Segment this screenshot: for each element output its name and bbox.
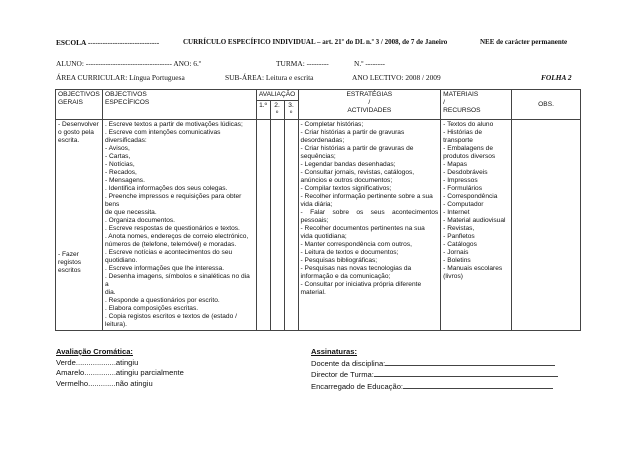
header-term-2: 2. º (270, 101, 284, 120)
specific-objective-line: . Escreve informações que lhe interessa. (104, 265, 225, 272)
class-label: TURMA: --------- (276, 59, 329, 68)
subarea-label: SUB-ÁREA: Leitura e escrita (225, 73, 314, 82)
specific-objective-line: quotidiano. (104, 257, 138, 264)
material-line: - Textos do aluno (443, 121, 494, 128)
material-line: (livros) (443, 273, 463, 280)
specific-objective-line: - Cartas, (104, 153, 131, 160)
specific-objective-line: . Elabora composições escritas. (104, 305, 199, 312)
material-line: - Revistas, (443, 225, 475, 232)
specific-objective-line: - Notícias, (104, 161, 135, 168)
specific-objective-line: - Avisos, (104, 145, 130, 152)
specific-objective-line: . Anota nomes, endereços de correio electrónico, (104, 233, 249, 240)
strategy-line: - Pesquisas nas novas tecnologias da (300, 265, 412, 272)
strategy-line: - Pesquisas bibliográficas; (300, 257, 378, 264)
strategy-line: - Completar histórias; (300, 121, 364, 128)
strategy-line: desordenadas; (300, 137, 345, 144)
specific-objective-line: leitura). (104, 321, 127, 328)
material-line: - Internet (443, 209, 470, 216)
legend-green: Verde...................atingiu (56, 357, 139, 367)
material-line: - Desdobráveis (443, 169, 488, 176)
strategy-line: sequências; (300, 153, 336, 160)
curriculum-table (55, 89, 581, 331)
material-line: - Boletins (443, 257, 471, 264)
teacher-signature-label: Docente da disciplina: (311, 358, 386, 368)
material-line: - Correspondência (443, 193, 498, 200)
specific-objective-line: . Organiza documentos. (104, 217, 175, 224)
specific-objective-line: - Recados, (104, 169, 137, 176)
strategy-line: - Criar histórias a partir de gravuras de (300, 145, 414, 152)
strategy-line: - Recolher informação pertinente sobre a sua (300, 193, 433, 200)
material-line: - Impressos (443, 177, 478, 184)
specific-objective-line: dia. (104, 289, 116, 296)
header-evaluation: AVALIAÇÃO (256, 90, 298, 101)
header-term-3: 3. º (284, 101, 298, 120)
guardian-signature-line[interactable] (403, 381, 553, 389)
specific-objective-line: de que necessita. (104, 209, 157, 216)
sheet-number-label: FOLHA 2 (541, 73, 572, 82)
nee-label: NEE de carácter permanente (480, 38, 568, 46)
strategies-cell (298, 120, 441, 331)
material-line: - Mapas (443, 161, 467, 168)
header-strategies: ESTRATÉGIAS / ACTIVIDADES (298, 90, 441, 120)
teacher-signature-line[interactable] (385, 358, 555, 366)
material-line: - Embalagens de (443, 145, 494, 152)
strategy-line: vida diária; (300, 201, 333, 208)
strategy-line: - Leitura de textos e documentos; (300, 249, 399, 256)
specific-objective-line: . Escreve textos a partir de motivações lúdicas; (104, 121, 243, 128)
school-year-label: ANO LECTIVO: 2008 / 2009 (352, 73, 441, 82)
material-line: - Histórias de (443, 129, 483, 136)
strategy-line: - Consultar jornais, revistas, catálogos, (300, 169, 415, 176)
class-director-signature-label: Director de Turma: (311, 370, 374, 379)
material-line: - Jornais (443, 249, 469, 256)
specific-objective-line: números de (telefone, telemóvel) e moradas. (104, 241, 237, 248)
strategy-line: anúncios e outros documentos; (300, 177, 393, 184)
student-label: ALUNO: ----------------------------------- ANO: 6.º (56, 59, 202, 68)
strategy-line: - Criar histórias a partir de gravuras (300, 129, 405, 136)
specific-objective-line: . Escreve respostas de questionários e textos. (104, 225, 240, 232)
materials-cell (441, 120, 512, 331)
header-materials: MATERIAIS / RECURSOS (441, 90, 512, 120)
specific-objective-line: . Identifica informações dos seus colegas. (104, 185, 228, 192)
specific-objective-line: . Escreve notícias e acontecimentos do seu (104, 249, 233, 256)
strategy-line: informação e da comunicação; (300, 273, 391, 280)
legend-yellow: Amarelo...............atingiu parcialmente (56, 368, 184, 377)
header-term-1: 1.º (256, 101, 270, 120)
material-line: - Catálogos (443, 241, 477, 248)
signatures-title: Assinaturas: (311, 347, 358, 356)
strategy-line: - Legendar bandas desenhadas; (300, 161, 396, 168)
material-line: transporte (443, 137, 473, 144)
strategy-line: - Recolher documentos pertinentes na sua (300, 225, 425, 232)
header-general-objectives: OBJECTIVOS GERAIS (56, 90, 103, 120)
specific-objective-line: . Preenche impressos e requisições para obter bens (104, 193, 242, 208)
strategy-line: - Falar sobre os seus acontecimentos pessoais; (300, 209, 439, 224)
strategy-line: material. (300, 289, 326, 296)
material-line: - Computador (443, 201, 484, 208)
strategy-line: - Compilar textos significativos; (300, 185, 392, 192)
specific-objective-line: . Copia registos escritos e textos de (estado / (104, 313, 237, 320)
curricular-area-label: ÁREA CURRICULAR: Língua Portuguesa (56, 73, 185, 82)
material-line: - Formulários (443, 185, 483, 192)
term-3-cell[interactable] (284, 120, 298, 331)
color-evaluation-title: Avaliação Cromática: (56, 347, 133, 356)
strategy-line: - Consultar por iniciativa própria diferente (300, 281, 422, 288)
specific-objective-line: . Desenha imagens, símbolos e sinaléticas no dia a (104, 273, 250, 288)
term-1-cell[interactable] (256, 120, 270, 331)
school-label: ESCOLA ----------------------------- (56, 38, 160, 47)
class-director-signature-line[interactable] (374, 369, 558, 377)
material-line: - Manuais escolares (443, 265, 503, 272)
signatures-block (311, 347, 558, 392)
header-observations: OBS. (512, 90, 581, 120)
material-line: - Material audiovisual (443, 217, 506, 224)
specific-objective-line: . Responde a questionários por escrito. (104, 297, 220, 304)
guardian-signature-label: Encarregado de Educação: (311, 381, 404, 391)
material-line: - Panfletos (443, 233, 475, 240)
specific-objective-line: diversificadas: (104, 137, 147, 144)
header-specific-objectives: OBJECTIVOS ESPECÍFICOS (102, 90, 256, 120)
strategy-line: vida quotidiana; (300, 233, 347, 240)
legend-red: Vermelho.............não atingiu (56, 378, 153, 388)
color-evaluation-legend (56, 347, 184, 389)
observations-cell[interactable] (512, 120, 581, 331)
specific-objectives-cell (102, 120, 256, 331)
material-line: produtos diversos (443, 153, 496, 160)
strategy-line: - Manter correspondência com outros, (300, 241, 412, 248)
document-title: CURRÍCULO ESPECÍFICO INDIVIDUAL – art. 21º do DL n.º 3 / 2008, de 7 de Janeiro (183, 38, 448, 46)
specific-objective-line: . Escreve com intenções comunicativas (104, 129, 221, 136)
specific-objective-line: - Mensagens. (104, 177, 145, 184)
general-objectives-cell: - Desenvolver o gosto pela escrita. - Fazer registos escritos (56, 120, 103, 331)
number-label: N.º -------- (354, 59, 386, 68)
term-2-cell[interactable] (270, 120, 284, 331)
